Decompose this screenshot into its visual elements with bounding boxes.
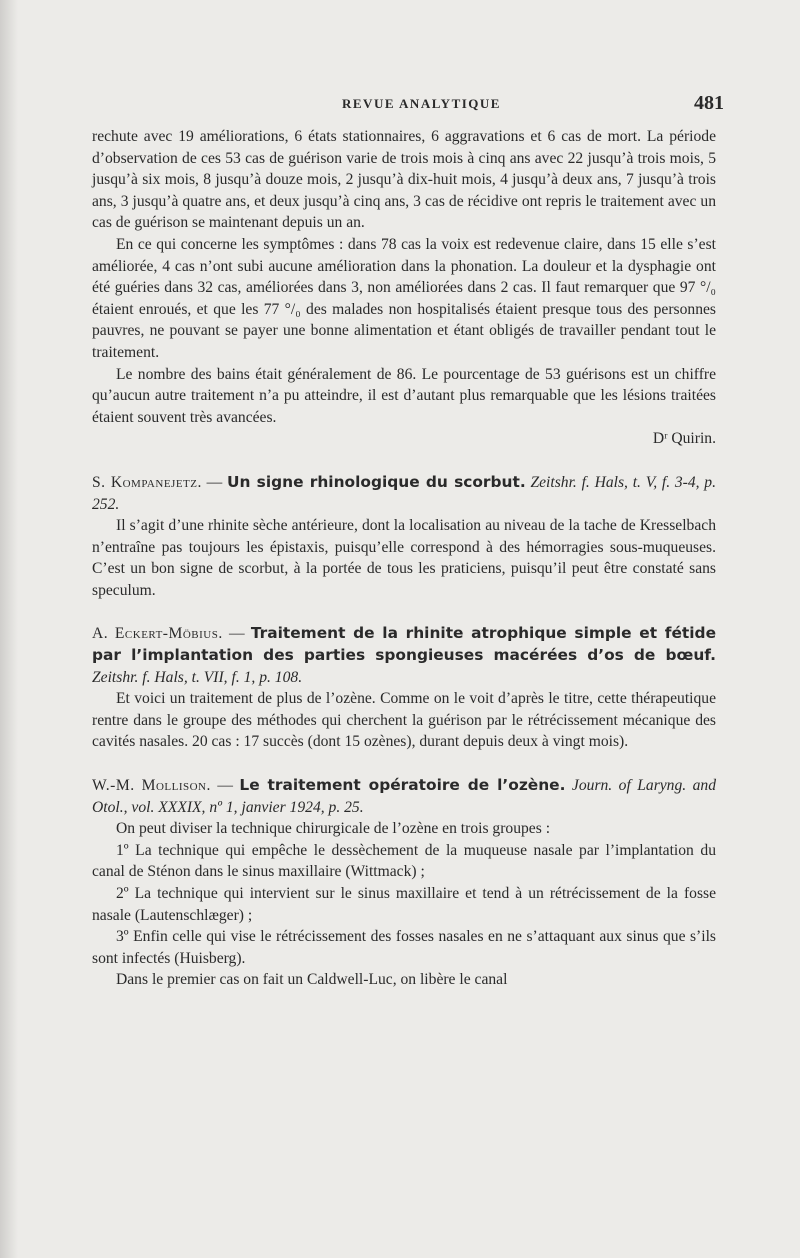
intro-paragraph-1: rechute avec 19 améliorations, 6 états stationnaires, 6 aggravations et 6 cas de mort. La période d’observation de ces 53 cas de guérison varie de trois mois à cinq ans avec 22 jusqu’à trois mois, 5 jusqu’à six mois, 8 jusqu’à douze mois, 2 jusqu’à dix-huit mois, 4 jusqu’à deux ans, 7 jusqu’à trois ans, 3 jusqu’à quatre ans, et deux jusqu’à cinq ans, 3 cas de récidive ont repris le traitement avec un cas de guérison se maintenant depuis un an. xyxy=(92,128,716,232)
entry-body-paragraph: On peut diviser la technique chirurgicale de l’ozène en trois groupes : xyxy=(116,820,551,838)
entry-body-paragraph: 3º Enfin celle qui vise le rétrécissement des fosses nasales en ne s’attaquant aux sinus que s’ils sont infectés (Huisberg). xyxy=(92,928,716,967)
entry-dash: — xyxy=(201,473,227,491)
entry-dash: — xyxy=(210,777,240,795)
entry-citation: Zeitshr. f. Hals, t. V, f. 3-4, p. 252. xyxy=(92,473,716,513)
entry-body-paragraph: 1º La technique qui empêche le dessèchement de la muqueuse nasale par l’implantation du canal de Sténon dans le sinus maxillaire (Wittmack) ; xyxy=(92,841,716,881)
entry-title: Traitement de la rhinite atrophique simple et fétide par l’implantation des parties spongieuses macérées d’os de bœuf. xyxy=(92,624,717,665)
entry-body-paragraph: Dans le premier cas on fait un Caldwell-Luc, on libère le canal xyxy=(116,971,508,989)
entry-heading xyxy=(92,623,716,688)
entry-author: A. Eckert-Möbius. xyxy=(92,625,223,643)
review-entry-eckert-mobius xyxy=(92,623,716,753)
entry-title: Le traitement opératoire de l’ozène. xyxy=(239,776,566,795)
entry-body: Et voici un traitement de plus de l’ozène. Comme on le voit d’après le titre, cette thérapeutique rentre dans le groupe des méthodes qui cherchent la guérison par le rétrécissement mécanique des cavités nasales. 20 cas : 17 succès (dont 15 ozènes), durant depuis deux à vingt mois). xyxy=(92,690,716,751)
entry-heading xyxy=(92,472,716,515)
entry-author: W.-M. Mollison. xyxy=(92,777,211,795)
entry-author: S. Kompanejetz. xyxy=(92,473,202,491)
entry-title: Un signe rhinologique du scorbut. xyxy=(227,472,526,491)
entry-body: Il s’agit d’une rhinite sèche antérieure, dont la localisation au niveau de la tache de Kresselbach n’entraîne pas toujours les épistaxis, puisqu’elle correspond à des hémorragies sous-muqueuses. C’est un bon signe de scorbut, à la portée de tous les praticiens, puisqu’il peut être constaté sans speculum. xyxy=(92,517,716,599)
entry-body-paragraph: 2º La technique qui intervient sur le sinus maxillaire et tend à un rétrécissement de la fosse nasale (Lautenschlæger) ; xyxy=(92,885,716,924)
page-body xyxy=(92,126,716,991)
review-entry-kompanejetz xyxy=(92,472,716,602)
entry-citation: Journ. of Laryng. and Otol., vol. XXXIX, nº 1, janvier 1924, p. 25. xyxy=(92,777,717,816)
page-number: 481 xyxy=(694,92,724,114)
running-head: REVUE ANALYTIQUE xyxy=(342,96,501,111)
page-edge-shadow xyxy=(0,0,18,1258)
page-header xyxy=(92,92,724,118)
signature: Dʳ Quirin. xyxy=(652,430,716,448)
intro-paragraph-3: Le nombre des bains était généralement de 86. Le pourcentage de 53 guérisons est un chiffre qu’aucun autre traitement n’a pu atteindre, il est d’autant plus remarquable que les lésions traitées étaient souvent très avancées. xyxy=(92,365,716,426)
entry-heading xyxy=(92,775,716,818)
entry-dash: — xyxy=(222,625,251,643)
intro-paragraph-2: En ce qui concerne les symptômes : dans 78 cas la voix est redevenue claire, dans 15 elle s’est améliorée, 4 cas n’ont subi aucune amélioration dans la phonation. La douleur et la dysphagie ont été guéries dans 32 cas, améliorées dans 3, non améliorées dans 2 cas. Il faut remarquer que 97 °/₀ étaient enroués, et que les 77 °/₀ des malades non hospitalisés étaient presque tous des personnes pauvres, ne pouvant se payer une bonne alimentation et étant obligés de travailler pendant tout le traitement. xyxy=(92,235,716,361)
review-entry-mollison xyxy=(92,775,716,991)
entry-citation: Zeitshr. f. Hals, t. VII, f. 1, p. 108. xyxy=(92,668,303,686)
